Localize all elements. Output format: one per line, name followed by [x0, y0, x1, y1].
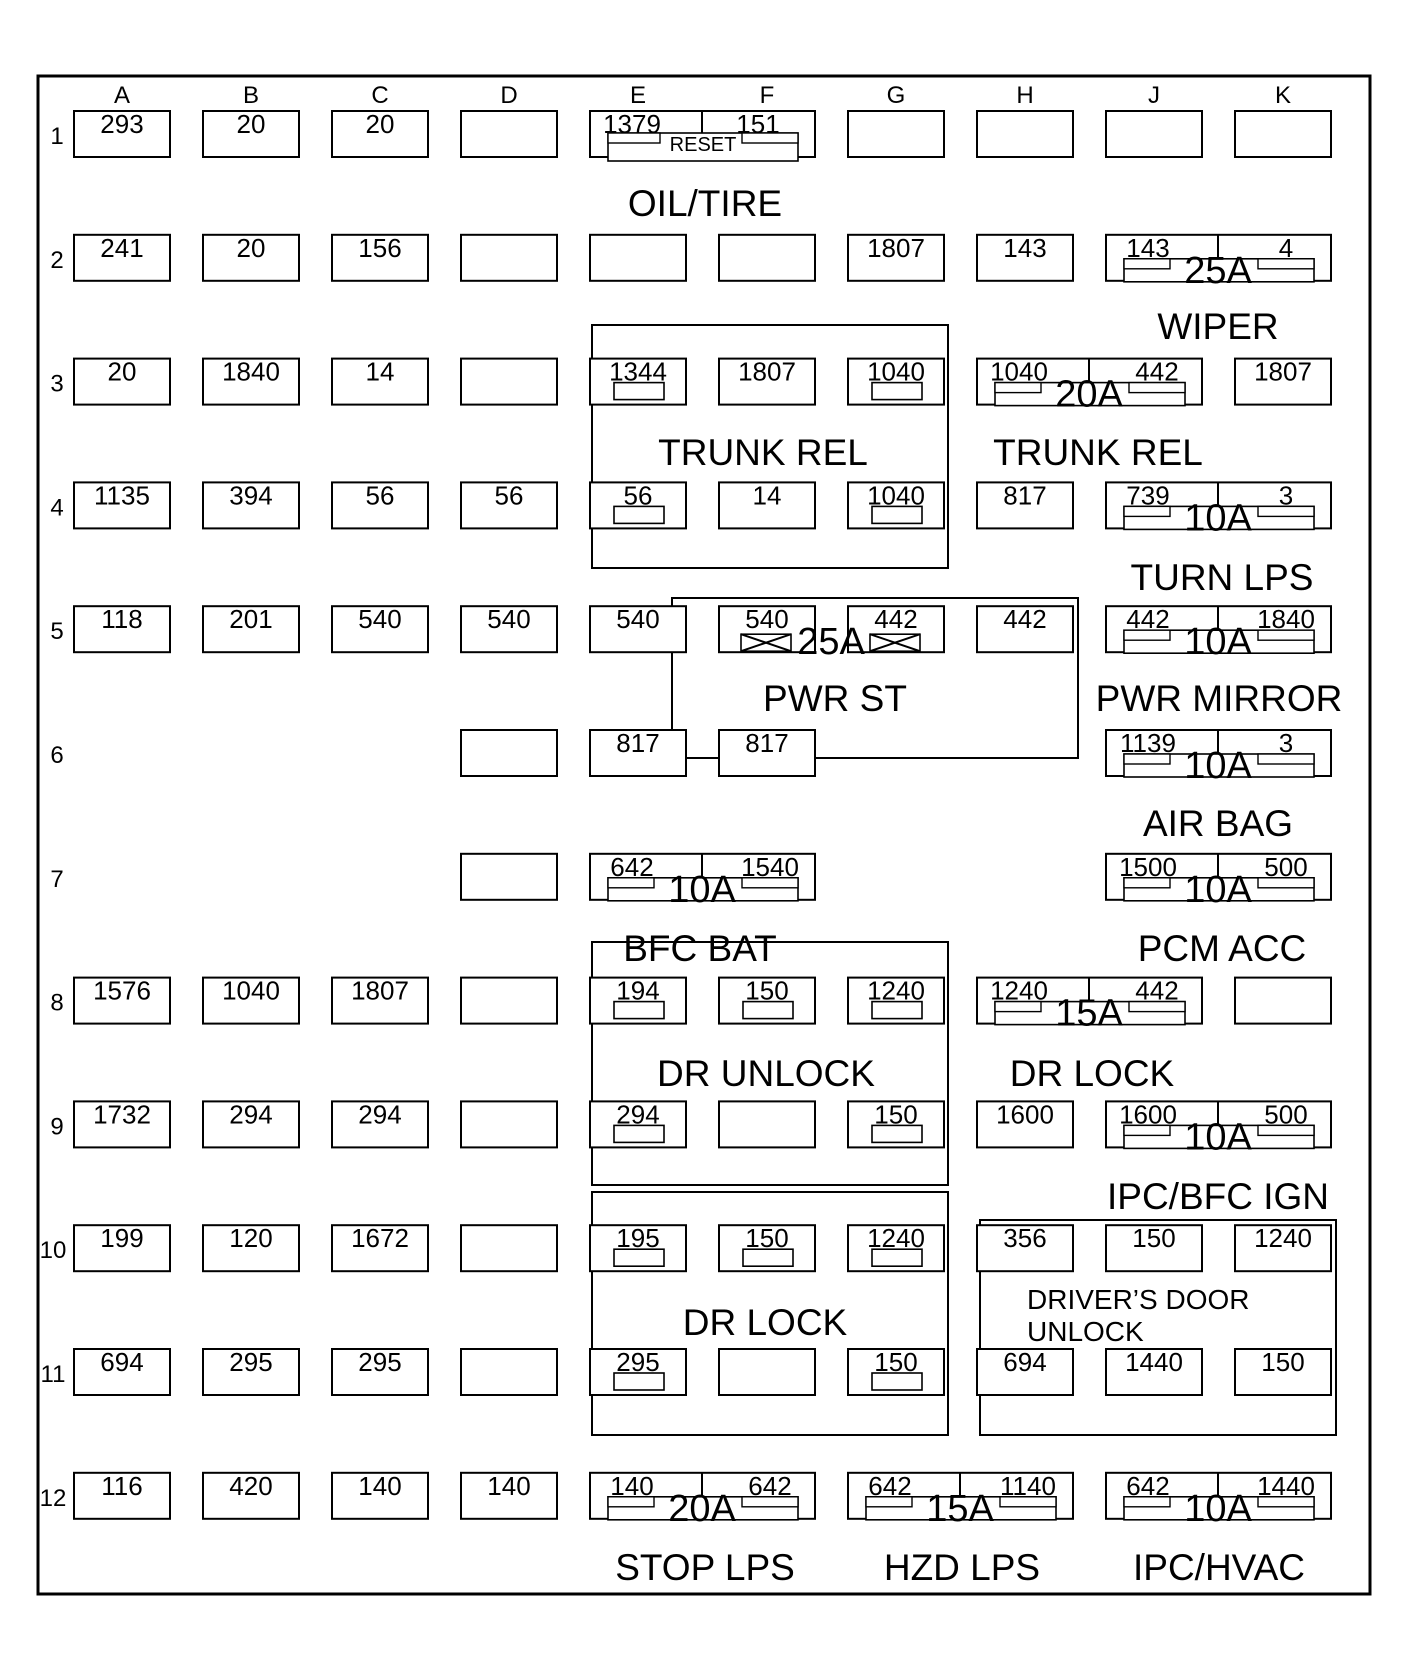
- row-label-6: 6: [50, 742, 64, 769]
- fuse-cavity: [590, 235, 686, 281]
- circuit-number: 642: [610, 851, 654, 882]
- circuit-number: 817: [745, 728, 789, 758]
- circuit-number: 201: [229, 604, 273, 635]
- column-label-c: C: [371, 82, 389, 109]
- ipc-bfc-ign-label: IPC/BFC IGN: [1106, 1176, 1330, 1217]
- column-label-f: F: [759, 82, 775, 109]
- row-label-5: 5: [50, 618, 64, 646]
- reset-label: RESET: [669, 134, 737, 156]
- dr-lock-relay-label: DR LOCK: [682, 1302, 848, 1343]
- circuit-number: 442: [1135, 975, 1179, 1006]
- circuit-number: 1240: [990, 975, 1048, 1006]
- fuse-amp-rating: 10A: [1184, 497, 1252, 540]
- circuit-number: 739: [1126, 480, 1170, 511]
- circuit-number: 540: [616, 604, 660, 635]
- fuse-amp-rating: 10A: [1184, 621, 1252, 664]
- circuit-number: 294: [229, 1099, 273, 1130]
- circuit-number: 294: [358, 1099, 402, 1130]
- drivers-door-label-line2: UNLOCK: [1027, 1316, 1144, 1347]
- fuse-cavity: [461, 359, 557, 405]
- circuit-number: 500: [1264, 851, 1308, 882]
- circuit-number: 1500: [1119, 851, 1177, 882]
- fuse-cavity: [461, 1349, 557, 1395]
- circuit-number: 1672: [351, 1223, 409, 1254]
- circuit-number: 56: [365, 480, 395, 511]
- circuit-number: 195: [616, 1223, 660, 1254]
- circuit-number: 1807: [738, 356, 796, 387]
- circuit-number: 143: [1126, 232, 1170, 263]
- fuse-cavity: [1106, 111, 1202, 157]
- circuit-number: 1807: [1254, 356, 1312, 387]
- column-label-d: D: [500, 82, 518, 109]
- circuit-number: 442: [1135, 356, 1179, 387]
- fuse-cavity: [1235, 978, 1331, 1024]
- pwr-mirror-label: PWR MIRROR: [1095, 678, 1343, 719]
- row-label-4: 4: [50, 494, 64, 522]
- dr-lock-fuse-label: DR LOCK: [1009, 1053, 1175, 1094]
- fuse-amp-rating: 15A: [1055, 992, 1123, 1035]
- fuse-cavity: [461, 1225, 557, 1271]
- turn-lps-label: TURN LPS: [1130, 557, 1314, 598]
- oil-tire-label: OIL/TIRE: [627, 183, 783, 224]
- circuit-number: 20: [365, 109, 395, 139]
- column-label-b: B: [242, 82, 260, 109]
- circuit-number: 1040: [867, 356, 925, 387]
- hzd-lps-label: HZD LPS: [883, 1547, 1041, 1588]
- column-label-j: J: [1148, 82, 1160, 109]
- column-label-h: H: [1016, 82, 1034, 109]
- circuit-number: 20: [107, 356, 137, 387]
- circuit-number: 540: [487, 604, 531, 635]
- circuit-number: 1240: [867, 975, 925, 1006]
- circuit-number: 1135: [94, 480, 150, 511]
- fuse-cavity: [461, 235, 557, 281]
- circuit-number: 1600: [996, 1099, 1054, 1130]
- circuit-number: 1840: [222, 356, 280, 387]
- circuit-number: 1040: [222, 975, 280, 1006]
- trunk-rel-fuse-label: TRUNK REL: [993, 432, 1203, 473]
- circuit-number: 1240: [1254, 1223, 1312, 1254]
- fuse-cavity: [461, 854, 557, 900]
- circuit-number: 500: [1264, 1099, 1308, 1130]
- circuit-number: 143: [1003, 232, 1047, 263]
- circuit-number: 1440: [1257, 1470, 1315, 1501]
- circuit-number: 116: [101, 1470, 143, 1501]
- circuit-number: 150: [874, 1347, 918, 1377]
- circuit-number: 442: [1003, 604, 1047, 635]
- fuse-cavity: [1235, 111, 1331, 157]
- fuse-amp-rating: 15A: [926, 1487, 994, 1530]
- column-label-k: K: [1274, 82, 1292, 109]
- dr-unlock-label: DR UNLOCK: [657, 1053, 875, 1094]
- circuit-number: 1600: [1119, 1099, 1177, 1130]
- pcm-acc-label: PCM ACC: [1137, 928, 1307, 969]
- circuit-number: 1040: [990, 356, 1048, 387]
- circuit-number: 420: [229, 1470, 273, 1501]
- circuit-number: 4: [1278, 232, 1294, 263]
- circuit-number: 20: [236, 232, 266, 263]
- circuit-number: 14: [365, 356, 395, 387]
- circuit-number: 1540: [741, 851, 799, 882]
- circuit-number: 642: [1126, 1470, 1170, 1501]
- fuse-cavity: [461, 111, 557, 157]
- circuit-number: 1807: [351, 975, 409, 1006]
- row-label-12: 12: [39, 1484, 67, 1512]
- circuit-number: 151: [736, 109, 780, 139]
- circuit-number: 140: [358, 1470, 402, 1501]
- circuit-number: 540: [745, 604, 789, 635]
- fuse-amp-rating: 10A: [1184, 745, 1252, 787]
- wiper-label: WIPER: [1157, 306, 1279, 347]
- trunk-rel-relay-label: TRUNK REL: [658, 432, 868, 473]
- circuit-number: 3: [1278, 480, 1294, 511]
- circuit-number: 294: [616, 1099, 660, 1130]
- circuit-number: 1240: [867, 1223, 925, 1254]
- row-label-11: 11: [40, 1361, 66, 1388]
- column-label-g: G: [886, 82, 906, 109]
- circuit-number: 120: [229, 1223, 273, 1254]
- circuit-number: 14: [752, 480, 782, 511]
- drivers-door-label-line1: DRIVER’S DOOR: [1027, 1284, 1250, 1315]
- circuit-number: 118: [101, 604, 143, 635]
- circuit-number: 295: [229, 1347, 273, 1377]
- circuit-number: 150: [1261, 1347, 1305, 1377]
- circuit-number: 20: [236, 109, 266, 139]
- circuit-number: 140: [610, 1470, 654, 1501]
- ipc-hvac-label: IPC/HVAC: [1132, 1547, 1306, 1588]
- circuit-number: 694: [100, 1347, 144, 1377]
- fuse-amp-rating: 20A: [1055, 373, 1123, 416]
- circuit-number: 1840: [1257, 604, 1315, 635]
- circuit-number: 1139: [1120, 728, 1176, 758]
- fuse-cavity: [461, 978, 557, 1024]
- fuse-cavity: [719, 1101, 815, 1147]
- circuit-number: 1344: [609, 356, 667, 387]
- row-label-9: 9: [50, 1113, 64, 1141]
- circuit-number: 1040: [867, 480, 925, 511]
- fuse-cavity: [719, 1349, 815, 1395]
- air-bag-label: AIR BAG: [1142, 803, 1294, 844]
- circuit-number: 150: [1132, 1223, 1176, 1254]
- column-label-e: E: [629, 82, 647, 109]
- circuit-number: 293: [100, 109, 144, 139]
- breaker-amp-rating: 25A: [797, 621, 865, 664]
- circuit-number: 642: [748, 1470, 792, 1501]
- fuse-amp-rating: 10A: [668, 868, 736, 911]
- circuit-number: 694: [1003, 1347, 1047, 1377]
- fuse-amp-rating: 20A: [668, 1487, 736, 1530]
- circuit-number: 295: [616, 1347, 660, 1377]
- circuit-number: 3: [1278, 728, 1294, 758]
- circuit-number: 1140: [1000, 1470, 1056, 1501]
- fuse-amp-rating: 10A: [1184, 1487, 1252, 1530]
- row-label-8: 8: [50, 989, 64, 1017]
- fuse-cavity: [461, 1101, 557, 1147]
- circuit-number: 1576: [93, 975, 151, 1006]
- circuit-number: 194: [616, 975, 660, 1006]
- circuit-number: 817: [1003, 480, 1047, 511]
- circuit-number: 295: [358, 1347, 402, 1377]
- circuit-number: 150: [745, 975, 789, 1006]
- circuit-number: 140: [487, 1470, 531, 1501]
- circuit-number: 241: [100, 232, 144, 263]
- row-label-3: 3: [50, 370, 64, 398]
- circuit-number: 1440: [1125, 1347, 1183, 1377]
- row-label-7: 7: [50, 865, 64, 893]
- stop-lps-label: STOP LPS: [615, 1547, 795, 1588]
- circuit-number: 642: [868, 1470, 912, 1501]
- row-label-10: 10: [39, 1237, 67, 1265]
- fuse-amp-rating: 25A: [1184, 249, 1252, 292]
- column-label-a: A: [113, 82, 131, 109]
- fuse-amp-rating: 10A: [1184, 868, 1252, 911]
- circuit-number: 442: [874, 604, 918, 635]
- fuse-cavity: [719, 235, 815, 281]
- circuit-number: 540: [358, 604, 402, 635]
- circuit-number: 1807: [867, 232, 925, 263]
- pwr-st-label: PWR ST: [763, 678, 907, 719]
- circuit-number: 150: [745, 1223, 789, 1254]
- row-label-1: 1: [50, 123, 64, 150]
- fuse-cavity: [848, 111, 944, 157]
- circuit-number: 442: [1126, 604, 1170, 635]
- circuit-number: 394: [229, 480, 273, 511]
- circuit-number: 356: [1003, 1223, 1047, 1254]
- fuse-cavity: [461, 730, 557, 776]
- circuit-number: 156: [358, 232, 402, 263]
- circuit-number: 1379: [603, 109, 661, 139]
- circuit-number: 199: [100, 1223, 144, 1254]
- circuit-number: 150: [874, 1099, 918, 1130]
- fuse-amp-rating: 10A: [1184, 1116, 1252, 1159]
- circuit-number: 56: [623, 480, 653, 511]
- circuit-number: 56: [494, 480, 524, 511]
- bfc-bat-label: BFC BAT: [623, 928, 777, 969]
- fuse-cavity: [977, 111, 1073, 157]
- circuit-number: 817: [616, 728, 660, 758]
- circuit-number: 1732: [93, 1099, 151, 1130]
- row-label-2: 2: [50, 246, 64, 274]
